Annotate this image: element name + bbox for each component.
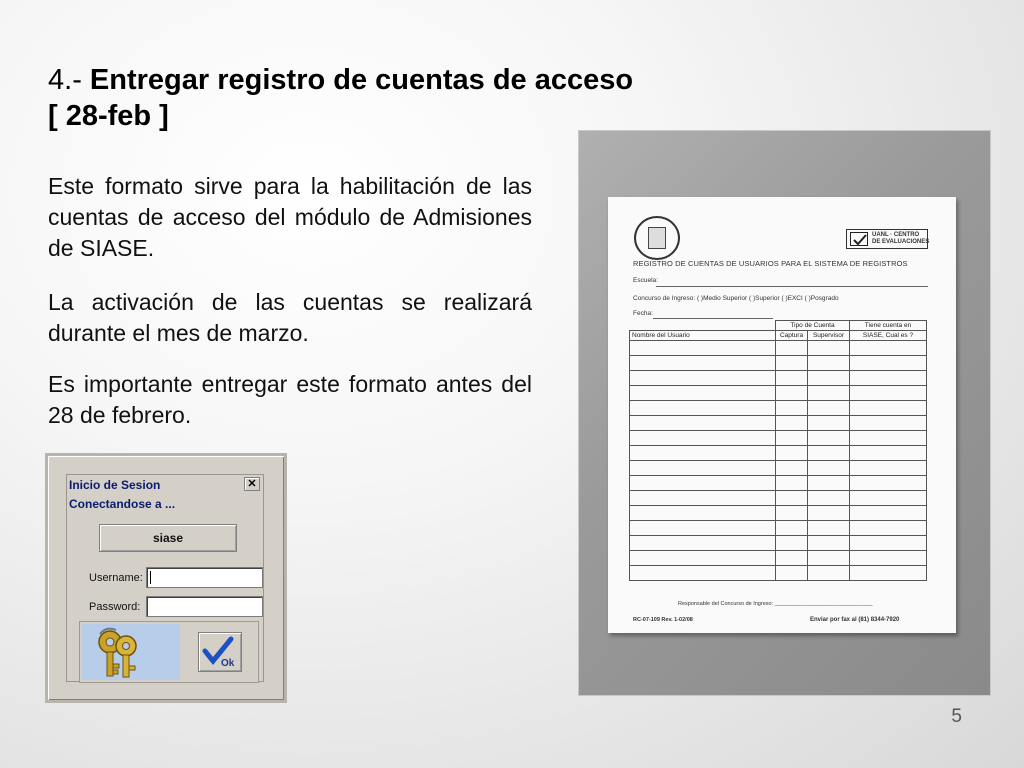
table-cell (630, 401, 776, 416)
slide-title (48, 62, 768, 134)
table-cell (808, 566, 850, 581)
title-dash: .- (64, 64, 90, 96)
registration-form (608, 197, 956, 633)
accounts-table (629, 320, 927, 581)
col-siase: SIASE, Cual es ? (850, 331, 927, 341)
title-date: [ 28-feb ] (48, 100, 169, 132)
ok-button[interactable] (198, 632, 242, 672)
table-cell (850, 521, 927, 536)
title-number: 4 (48, 64, 65, 96)
table-cell (776, 461, 808, 476)
table-row (630, 506, 927, 521)
table-cell (776, 506, 808, 521)
divider (653, 318, 773, 319)
col-supervisor: Supervisor (808, 331, 850, 341)
table-row (630, 461, 927, 476)
table-row (630, 446, 927, 461)
login-window (66, 474, 264, 682)
table-cell (850, 446, 927, 461)
responsable-line: Responsable del Concurso de Ingreso: ________________________________ (678, 601, 873, 607)
logo-text: UANL · CENTRO DE EVALUACIONES (872, 232, 930, 245)
table-column-row (630, 331, 927, 341)
university-seal-icon (634, 216, 680, 260)
table-row (630, 371, 927, 386)
form-code: RC-07-109 Rev. 1-02/08 (633, 617, 693, 623)
close-button[interactable]: ✕ (244, 477, 260, 491)
table-cell (808, 461, 850, 476)
login-dialog (45, 453, 287, 703)
table-cell (850, 341, 927, 356)
login-titlebar (67, 475, 263, 495)
col-captura: Captura (776, 331, 808, 341)
table-row (630, 551, 927, 566)
table-cell (808, 386, 850, 401)
table-row (630, 431, 927, 446)
table-cell (776, 566, 808, 581)
table-row (630, 476, 927, 491)
form-title: REGISTRO DE CUENTAS DE USUARIOS PARA EL SISTEMA DE REGISTROS (633, 259, 908, 268)
table-cell (808, 506, 850, 521)
table-cell (630, 491, 776, 506)
table-cell (630, 506, 776, 521)
table-row (630, 536, 927, 551)
table-row (630, 386, 927, 401)
table-cell (850, 506, 927, 521)
table-cell (808, 476, 850, 491)
password-label: Password: (89, 601, 141, 613)
table-cell (630, 356, 776, 371)
table-row (630, 491, 927, 506)
table-cell (808, 401, 850, 416)
table-row (630, 566, 927, 581)
paragraph-3: Es importante entregar este formato antes del 28 de febrero. (48, 371, 532, 428)
table-cell (776, 356, 808, 371)
tipo-cuenta-header: Tipo de Cuenta (776, 321, 850, 331)
title-text: Entregar registro de cuentas de acceso (89, 64, 634, 96)
table-cell (850, 476, 927, 491)
table-cell (808, 416, 850, 431)
form-image-frame (578, 130, 991, 696)
paragraph-1: Este formato sirve para la habilitación de las cuentas de acceso del módulo de Admisiones de SIASE. (48, 173, 532, 261)
table-cell (850, 491, 927, 506)
password-field[interactable] (146, 596, 263, 617)
evaluation-center-logo (846, 229, 928, 249)
table-cell (850, 551, 927, 566)
table-cell (850, 416, 927, 431)
login-title: Inicio de Sesion (69, 478, 161, 492)
login-actions (79, 621, 259, 683)
fax-line: Enviar por fax al (81) 8344-7920 (810, 617, 900, 623)
paragraph-2: La activación de las cuentas se realizará durante el mes de marzo. (48, 289, 532, 346)
table-cell (808, 536, 850, 551)
table-cell (776, 401, 808, 416)
table-cell (630, 431, 776, 446)
table-cell (776, 476, 808, 491)
table-cell (850, 461, 927, 476)
table-cell (850, 566, 927, 581)
table-cell (630, 536, 776, 551)
divider (656, 286, 928, 287)
col-nombre: Nombre del Usuario (630, 331, 776, 341)
table-cell (808, 551, 850, 566)
text-caret (150, 571, 151, 584)
table-cell (850, 536, 927, 551)
table-cell (850, 386, 927, 401)
table-cell (850, 371, 927, 386)
concurso-line: Concurso de Ingreso: ( )Medio Superior ( )Superior ( )EXCI ( )Posgrado (633, 295, 839, 302)
table-cell (808, 341, 850, 356)
table-cell (630, 551, 776, 566)
table-cell (630, 386, 776, 401)
table-cell (630, 476, 776, 491)
table-row (630, 341, 927, 356)
table-header-row (630, 321, 927, 331)
table-cell (776, 521, 808, 536)
table-cell (776, 371, 808, 386)
table-row (630, 416, 927, 431)
table-cell (808, 491, 850, 506)
table-row (630, 401, 927, 416)
table-cell (776, 416, 808, 431)
table-cell (850, 356, 927, 371)
table-cell (630, 371, 776, 386)
table-cell (808, 521, 850, 536)
table-cell (850, 401, 927, 416)
connecting-status: Conectandose a ... (69, 497, 176, 511)
table-cell (776, 386, 808, 401)
table-cell (776, 446, 808, 461)
siase-button[interactable]: siase (99, 524, 237, 552)
table-cell (808, 356, 850, 371)
keys-icon (82, 624, 180, 680)
table-cell (630, 416, 776, 431)
table-cell (808, 371, 850, 386)
table-cell (776, 491, 808, 506)
ok-label: Ok (221, 658, 235, 669)
table-cell (850, 431, 927, 446)
username-label: Username: (89, 572, 143, 584)
escuela-label: Escuela: (633, 277, 658, 284)
tiene-cuenta-header: Tiene cuenta en (850, 321, 927, 331)
table-cell (808, 446, 850, 461)
table-cell (776, 551, 808, 566)
table-row (630, 521, 927, 536)
table-row (630, 356, 927, 371)
table-cell (630, 446, 776, 461)
table-cell (630, 341, 776, 356)
table-cell (776, 341, 808, 356)
table-cell (630, 521, 776, 536)
table-cell (630, 461, 776, 476)
fecha-label: Fecha: (633, 310, 653, 317)
page-number: 5 (951, 706, 962, 727)
check-icon (850, 232, 868, 246)
table-cell (776, 536, 808, 551)
username-field[interactable] (146, 567, 263, 588)
table-cell (630, 566, 776, 581)
table-cell (776, 431, 808, 446)
table-cell (808, 431, 850, 446)
